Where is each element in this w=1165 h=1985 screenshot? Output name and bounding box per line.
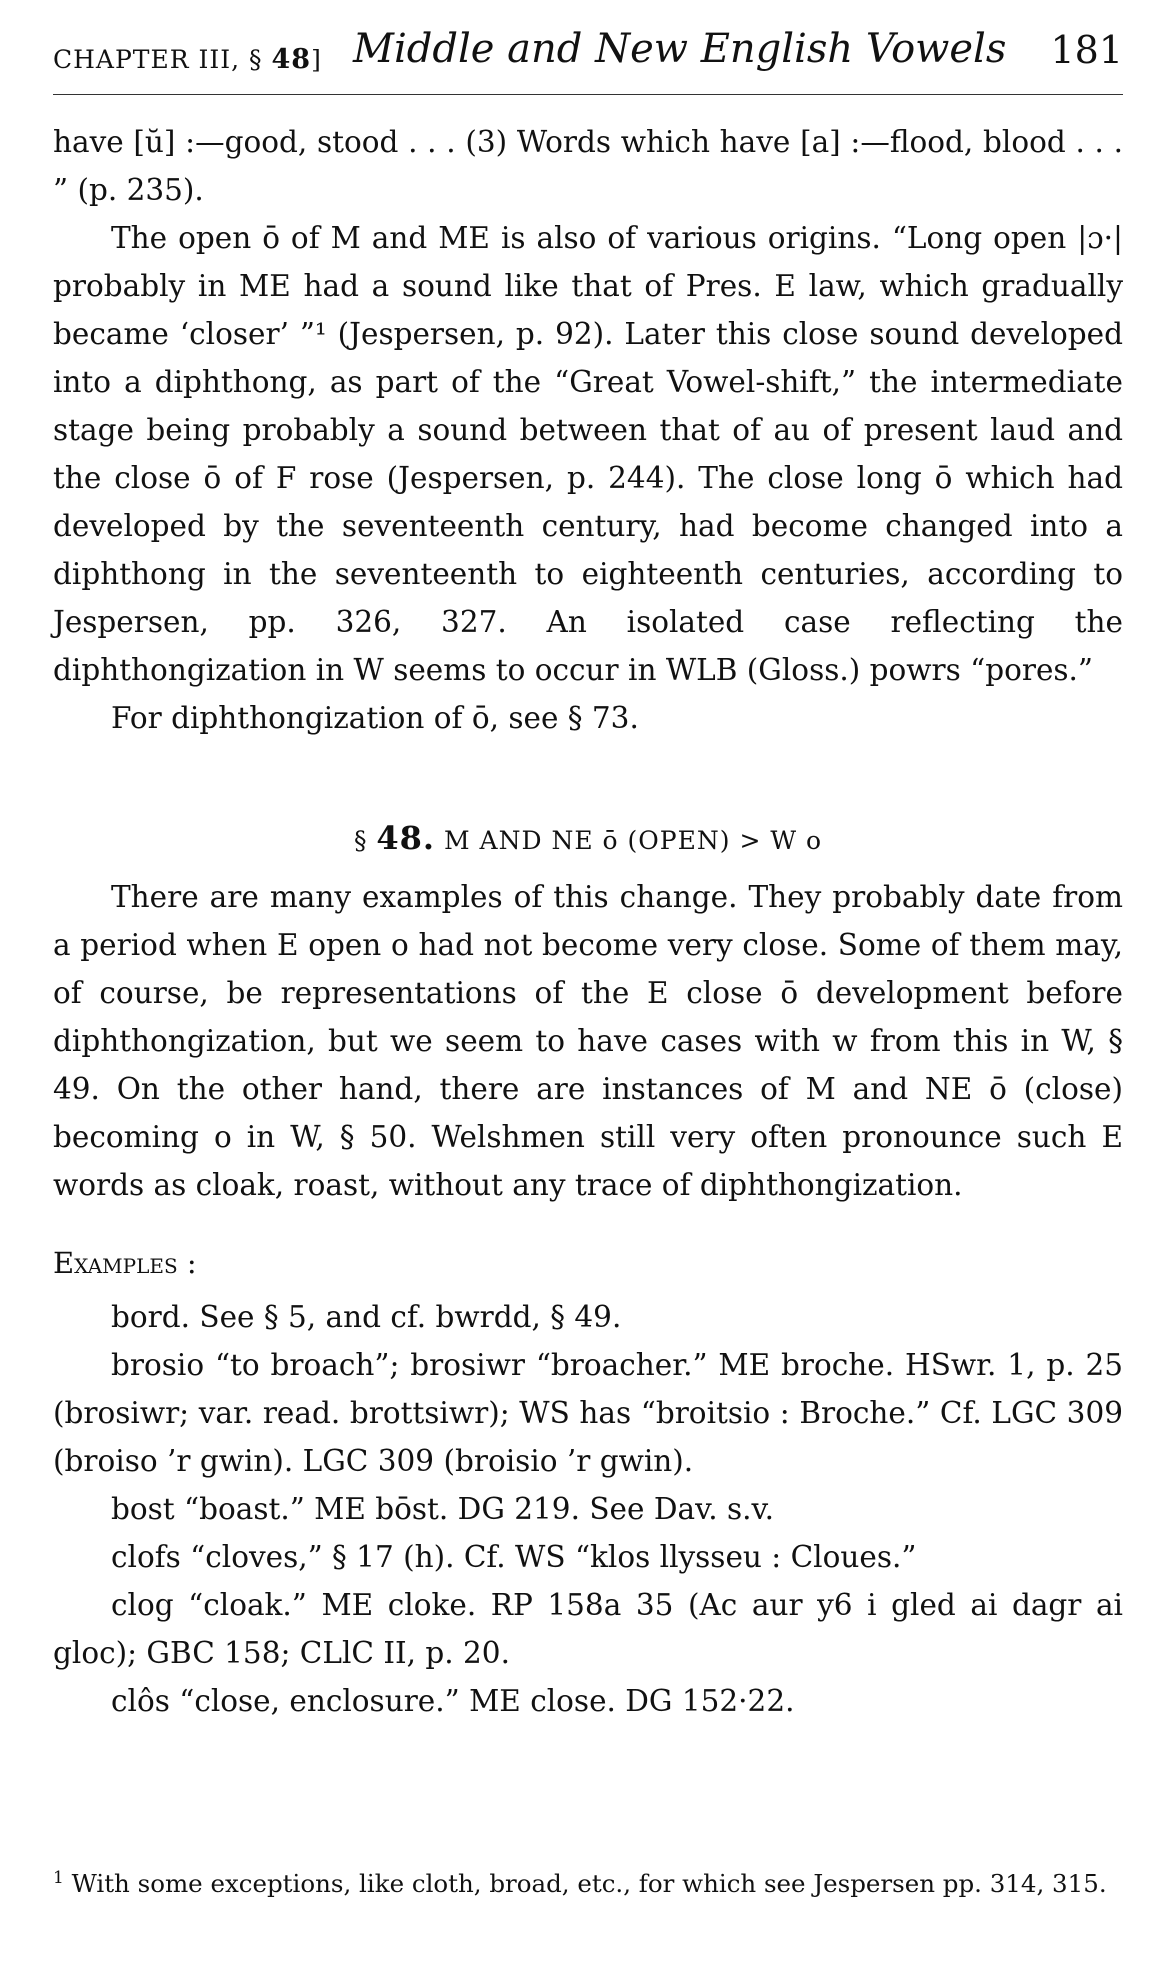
page bbox=[53, 26, 1123, 1718]
paragraph-continued: have [ŭ] :—good, stood . . . (3) Words which have [a] :—flood, blood . . . ” (p. 235). bbox=[53, 125, 1123, 207]
example-entry: clôs “close, enclosure.” ME close. DG 152·22. bbox=[111, 1684, 795, 1718]
footnote bbox=[53, 1860, 1123, 1902]
examples-label: Examples : bbox=[53, 1246, 197, 1280]
paragraph-cross-reference: For diphthongization of ō, see § 73. bbox=[111, 701, 639, 735]
paragraph-open-o: The open ō of M and ME is also of various origins. “Long open |ɔ·| probably in ME had a sound like that of Pres. E law, which gradually became ‘closer’ ”¹ (Jespersen, p. 92). Later this close sound developed into a diphthong, as part of the “Great Vowel-shift,” the intermediate stage being probably a sound between that of au of present laud and the close ō of F rose (Jespersen, p. 244). The close long ō which had developed by the seventeenth century, had become changed into a diphthong in the seventeenth to eighteenth centuries, according to Jespersen, pp. 326, 327. An isolated case reflecting the diphthongization in W seems to occur in WLB (Gloss.) powrs “pores.” bbox=[53, 221, 1123, 687]
page-number: 181 bbox=[1050, 28, 1123, 72]
section-heading: § 48. M AND NE ō (OPEN) > W o bbox=[353, 819, 823, 857]
running-header bbox=[53, 26, 1123, 78]
example-entry: bord. See § 5, and cf. bwrdd, § 49. bbox=[111, 1300, 622, 1334]
example-entry: clofs “cloves,” § 17 (h). Cf. WS “klos llysseu : Cloues.” bbox=[111, 1540, 917, 1574]
footnote-marker: 1 bbox=[53, 1868, 64, 1888]
example-entry: bost “boast.” ME bōst. DG 219. See Dav. s.v. bbox=[111, 1492, 775, 1526]
main-text bbox=[53, 118, 1123, 1725]
running-title: Middle and New English Vowels bbox=[353, 26, 1007, 72]
footnote-text: With some exceptions, like cloth, broad, etc., for which see Jespersen pp. 314, 315. bbox=[71, 1869, 1107, 1899]
example-entry: clog “cloak.” ME cloke. RP 158a 35 (Ac aur y6 i gled ai dagr ai gloc); GBC 158; CLlC II, p. 20. bbox=[53, 1588, 1123, 1670]
section-paragraph: There are many examples of this change. They probably date from a period when E open o had not become very close. Some of them may, of course, be representations of the E close ō development before diphthongization, but we seem to have cases with w from this in W, § 49. On the other hand, there are instances of M and NE ō (close) becoming o in W, § 50. Welshmen still very often pronounce such E words as cloak, roast, without any trace of diphthongization. bbox=[53, 880, 1123, 1202]
example-entry: brosio “to broach”; brosiwr “broacher.” ME broche. HSwr. 1, p. 25 (brosiwr; var. read. brottsiwr); WS has “broitsio : Broche.” Cf. LGC 309 (broiso ’r gwin). LGC 309 (broisio ’r gwin). bbox=[53, 1348, 1123, 1478]
chapter-reference: CHAPTER III, § 48] bbox=[53, 44, 322, 75]
header-rule bbox=[53, 94, 1123, 95]
